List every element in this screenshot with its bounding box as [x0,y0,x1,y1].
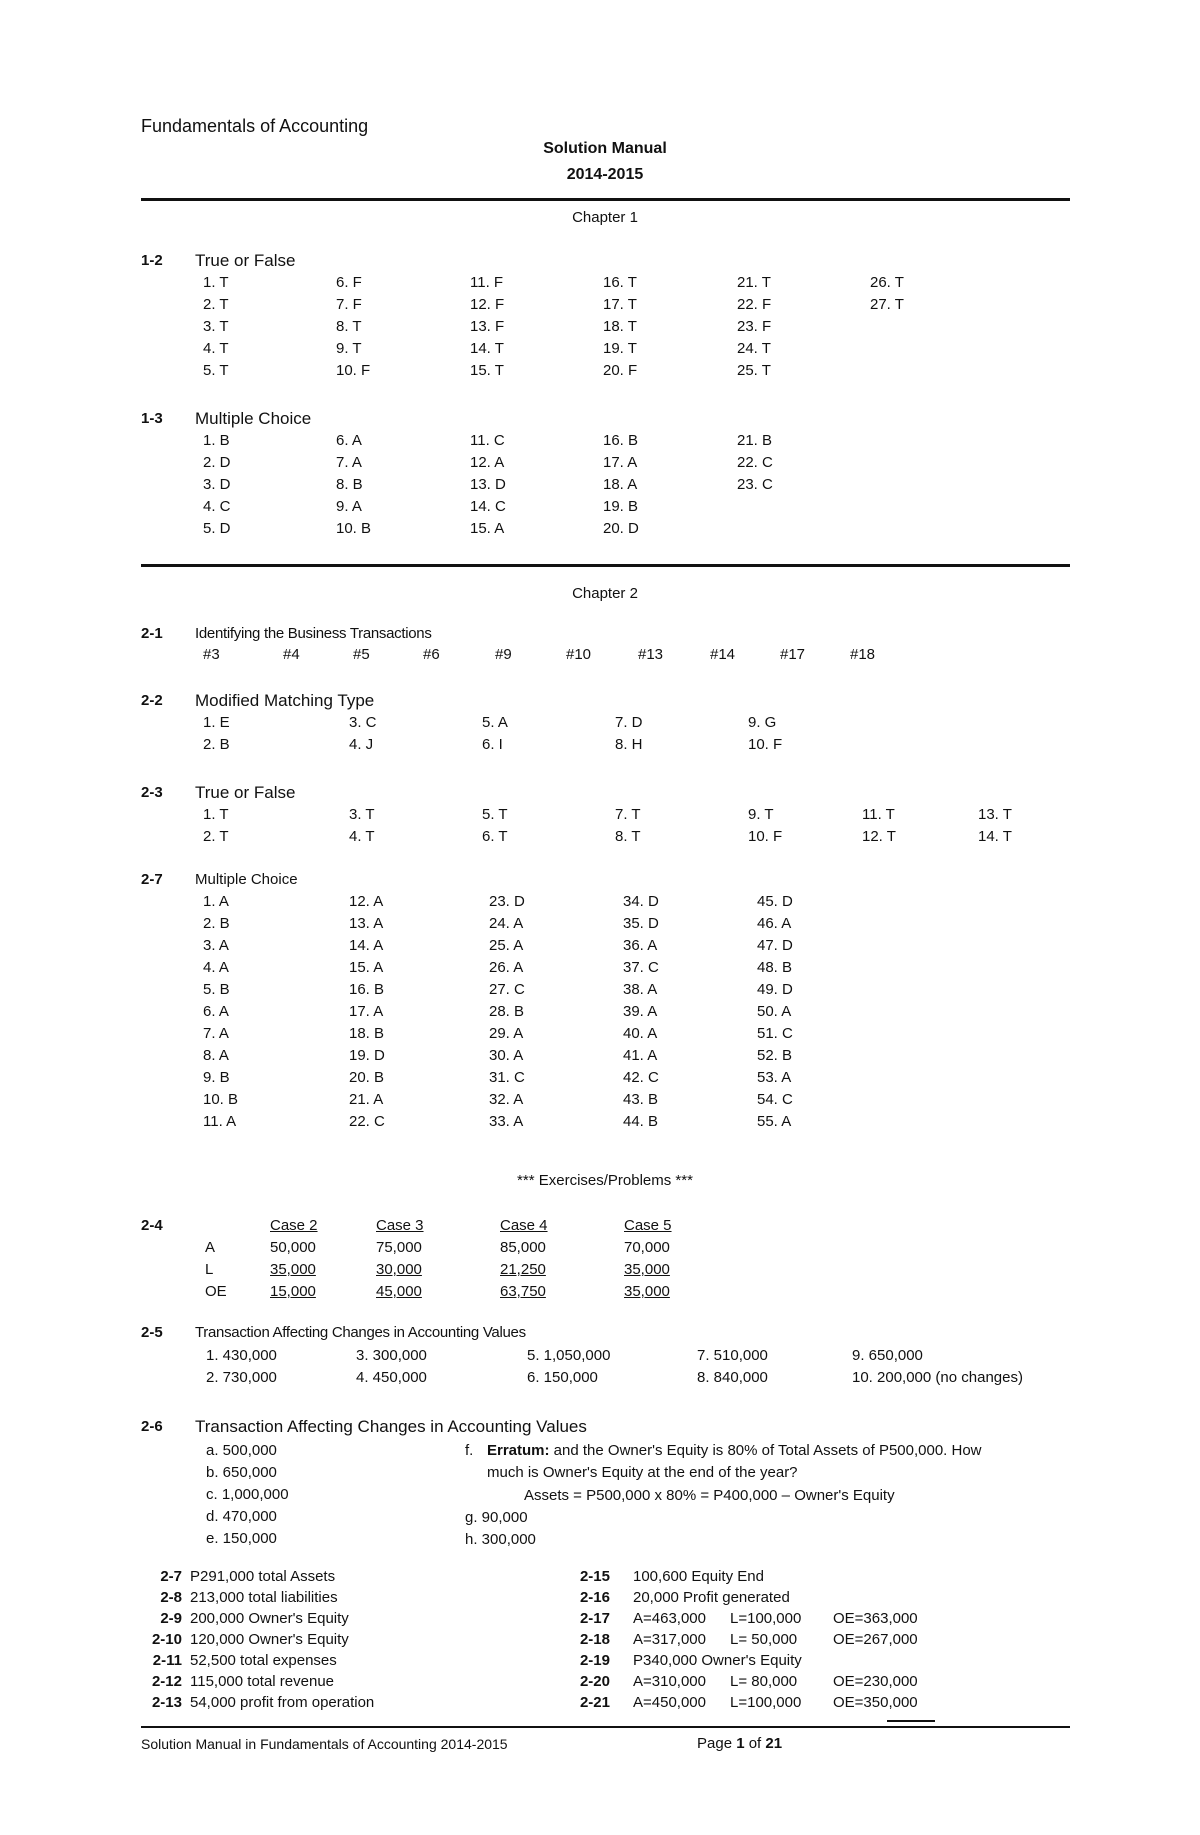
case-value: 75,000 [376,1239,422,1256]
answer-f-letter: f. [465,1442,474,1459]
case-value: 85,000 [500,1239,546,1256]
transaction-item: #14 [710,646,736,663]
answer-item: 9. G [748,714,777,731]
answer-item: 23. D [489,893,525,910]
answer-item: 19. D [349,1047,385,1064]
answer-item: 20. F [603,362,638,379]
case-header: Case 4 [500,1217,548,1234]
section-title: Transaction Affecting Changes in Accounting Values [195,1324,526,1341]
answer-item: 46. A [757,915,792,932]
answer-item: 3. C [349,714,377,731]
answer-item: 18. T [603,318,637,335]
section-title: Multiple Choice [195,409,312,428]
page-total: 21 [765,1735,783,1752]
course-title: Fundamentals of Accounting [141,116,369,136]
answer-item: 25. A [489,937,524,954]
answer-item: 11. C [470,432,505,449]
problem-answer: OE=350,000 [833,1694,918,1711]
answer-item: 6. T [482,828,508,845]
answer-item: 8. H [615,736,643,753]
answer-item: 19. B [603,498,639,515]
transaction-item: #3 [203,646,220,663]
answer-item: 7. A [203,1025,229,1042]
answer-item: 3. D [203,476,231,493]
section-number: 1-2 [141,252,163,269]
answer-item: 32. A [489,1091,524,1108]
page-prefix: Page [697,1735,737,1752]
answer-item: 11. F [470,274,504,291]
answer-item: 39. A [623,1003,658,1020]
section-number: 2-1 [141,625,163,642]
section-number: 2-7 [141,871,163,888]
answer-item: 42. C [623,1069,659,1086]
answer-item: 6. F [336,274,362,291]
transaction-item: #9 [495,646,512,663]
answer-item: 4. T [203,340,229,357]
footer-divider [141,1726,1070,1728]
problem-answer: OE=230,000 [833,1673,918,1690]
problem-number: 2-13 [151,1694,182,1711]
answer-item: 31. C [489,1069,525,1086]
answer-item: 4. T [349,828,375,845]
answer-item: 11. T [862,806,895,823]
answer-item: 7. D [615,714,643,731]
answer-item: 6. I [482,736,503,753]
answer-item: 3. 300,000 [356,1347,427,1364]
problem-answer: 200,000 Owner's Equity [190,1610,349,1627]
case-value: 70,000 [624,1239,670,1256]
section-title: True or False [195,251,296,270]
answer-item: 10. 200,000 (no changes) [852,1369,1023,1386]
answer-item: 1. A [203,893,229,910]
answer-item: 29. A [489,1025,524,1042]
answer-item: 2. T [203,296,229,313]
answer-item: 13. D [470,476,506,493]
answer-item: 18. A [603,476,638,493]
answer-item: 41. A [623,1047,658,1064]
answer-item: 24. T [737,340,771,357]
answer-item: 8. T [336,318,362,335]
answer-item: 15. T [470,362,504,379]
divider [141,564,1070,567]
section-number: 2-3 [141,784,163,801]
transaction-item: #6 [423,646,440,663]
problem-number: 2-21 [579,1694,610,1711]
answer-item: 13. A [349,915,384,932]
answer-item: 22. F [737,296,772,313]
answer-item: 6. A [203,1003,229,1020]
answer-item: 50. A [757,1003,792,1020]
page-of: of [744,1735,766,1752]
case-value: 35,000 [624,1283,670,1300]
answer-item: 6. A [336,432,362,449]
problem-answer: 54,000 profit from operation [190,1694,375,1711]
answer-item: 6. 150,000 [527,1369,598,1386]
problem-answer: 213,000 total liabilities [190,1589,338,1606]
answer-item: 37. C [623,959,659,976]
answer-item: 1. B [203,432,230,449]
problem-number: 2-12 [151,1673,182,1690]
erratum-note [487,1442,982,1459]
answer-item: 3. T [203,318,229,335]
problem-answer: A=310,000 [633,1673,706,1690]
answer-item: 5. T [203,362,229,379]
answer-item: 10. B [203,1091,239,1108]
answer-item: 43. B [623,1091,659,1108]
problem-number: 2-7 [160,1568,182,1585]
problem-answer: A=463,000 [633,1610,706,1627]
problem-answer: 120,000 Owner's Equity [190,1631,349,1648]
problem-number: 2-8 [160,1589,182,1606]
case-value: 50,000 [270,1239,316,1256]
transaction-item: #4 [283,646,300,663]
answer-item: 4. J [349,736,374,753]
answer-item: 5. A [482,714,508,731]
answer-item: 5. 1,050,000 [527,1347,611,1364]
answer-item: 14. A [349,937,384,954]
transaction-item: #13 [638,646,664,663]
section-number: 2-5 [141,1324,163,1341]
answer-item: b. 650,000 [206,1464,277,1481]
case-value: 15,000 [270,1283,316,1300]
case-header: Case 2 [270,1217,318,1234]
erratum-label: Erratum: [487,1442,550,1459]
row-label: A [205,1239,216,1256]
answer-h: h. 300,000 [465,1531,536,1548]
answer-item: 9. 650,000 [852,1347,923,1364]
answer-item: 21. T [737,274,771,291]
answer-item: 5. B [203,981,230,998]
answer-item: c. 1,000,000 [206,1486,289,1503]
answer-item: 26. T [870,274,904,291]
answer-item: 2. B [203,915,230,932]
answer-item: 7. T [615,806,641,823]
answer-item: a. 500,000 [206,1442,277,1459]
page-current: 1 [736,1735,745,1752]
answer-item: 26. A [489,959,524,976]
answer-item: 1. 430,000 [206,1347,277,1364]
answer-item: 13. F [470,318,505,335]
answer-item: 53. A [757,1069,792,1086]
exercises-heading: *** Exercises/Problems *** [517,1172,693,1189]
case-header: Case 3 [376,1217,424,1234]
answer-item: 9. A [336,498,362,515]
answer-item: 7. A [336,454,362,471]
transaction-item: #18 [850,646,876,663]
answer-item: 13. T [978,806,1012,823]
section-number: 2-2 [141,692,163,709]
answer-item: 20. D [603,520,639,537]
section-title: True or False [195,783,296,802]
answer-item: 19. T [603,340,637,357]
answer-item: 14. T [978,828,1012,845]
answer-item: 47. D [757,937,793,954]
problem-answer: L=100,000 [730,1694,802,1711]
section-number: 2-4 [141,1217,163,1234]
answer-item: 2. B [203,736,230,753]
section-title: Transaction Affecting Changes in Accounting Values [195,1417,587,1436]
answer-item: 4. 450,000 [356,1369,427,1386]
problem-answer: L= 80,000 [730,1673,798,1690]
case-value: 45,000 [376,1283,422,1300]
answer-item: 11. A [203,1113,237,1130]
problem-answer: 100,600 Equity End [633,1568,764,1585]
answer-item: 34. D [623,893,659,910]
answer-item: 40. A [623,1025,658,1042]
answer-item: 24. A [489,915,524,932]
answer-item: 8. B [336,476,363,493]
section-number: 1-3 [141,410,163,427]
transaction-item: #5 [353,646,370,663]
answer-item: 2. D [203,454,231,471]
answer-item: 12. F [470,296,505,313]
problem-answer: A=450,000 [633,1694,706,1711]
answer-item: 8. 840,000 [697,1369,768,1386]
answer-item: 38. A [623,981,658,998]
answer-item: 3. T [349,806,375,823]
answer-item: 33. A [489,1113,524,1130]
chapter-1-heading: Chapter 1 [572,209,638,226]
problem-number: 2-11 [152,1652,182,1669]
answer-item: 44. B [623,1113,659,1130]
answer-item: 51. C [757,1025,793,1042]
footer-mark [887,1720,935,1722]
answer-item: 2. T [203,828,229,845]
problem-answer: P291,000 total Assets [190,1568,336,1585]
answer-item: 55. A [757,1113,792,1130]
case-value: 35,000 [624,1261,670,1278]
answer-item: 12. A [470,454,505,471]
answer-item: 1. T [203,274,229,291]
transaction-item: #10 [566,646,592,663]
case-value: 63,750 [500,1283,546,1300]
section-number: 2-6 [141,1418,163,1435]
chapter-2-heading: Chapter 2 [572,585,638,602]
problem-number: 2-9 [160,1610,182,1627]
answer-item: 52. B [757,1047,793,1064]
case-header: Case 5 [624,1217,672,1234]
answer-item: 9. T [336,340,362,357]
answer-item: 45. D [757,893,793,910]
answer-item: 17. A [603,454,638,471]
problem-answer: 52,500 total expenses [190,1652,337,1669]
case-value: 35,000 [270,1261,316,1278]
answer-g: g. 90,000 [465,1509,528,1526]
answer-item: 16. T [603,274,637,291]
problem-answer: OE=363,000 [833,1610,918,1627]
answer-item: 30. A [489,1047,524,1064]
answer-item: 10. B [336,520,372,537]
answer-item: 21. A [349,1091,384,1108]
answer-item: 27. T [870,296,904,313]
answer-item: 12. T [862,828,896,845]
row-label: OE [205,1283,227,1300]
answer-item: 48. B [757,959,793,976]
problem-number: 2-18 [579,1631,610,1648]
answer-item: 10. F [748,736,783,753]
answer-item: 17. T [603,296,637,313]
answer-item: 15. A [470,520,505,537]
answer-item: 5. T [482,806,508,823]
answer-item: 3. A [203,937,229,954]
document-year: 2014-2015 [566,166,644,183]
answer-item: 14. T [470,340,504,357]
answer-item: 28. B [489,1003,525,1020]
answer-item: 4. C [203,498,231,515]
problem-answer: 115,000 total revenue [190,1673,335,1690]
answer-item: 14. C [470,498,506,515]
answer-item: 21. B [737,432,773,449]
answer-item: 16. B [603,432,639,449]
answer-item: 20. B [349,1069,385,1086]
answer-item: 49. D [757,981,793,998]
row-label: L [205,1261,214,1278]
erratum-formula: Assets = P500,000 x 80% = P400,000 – Owner's Equity [524,1487,895,1504]
answer-item: 4. A [203,959,229,976]
problem-answer: P340,000 Owner's Equity [633,1652,802,1669]
answer-item: 18. B [349,1025,385,1042]
answer-item: 35. D [623,915,659,932]
problem-number: 2-10 [151,1631,182,1648]
answer-item: 12. A [349,893,384,910]
answer-item: 10. F [748,828,783,845]
case-value: 30,000 [376,1261,422,1278]
problem-answer: 20,000 Profit generated [633,1589,790,1606]
problem-number: 2-20 [579,1673,610,1690]
transaction-item: #17 [780,646,806,663]
section-title: Multiple Choice [195,871,298,888]
problem-number: 2-16 [579,1589,610,1606]
answer-item: 23. F [737,318,772,335]
problem-number: 2-15 [579,1568,610,1585]
answer-item: 25. T [737,362,771,379]
answer-item: 5. D [203,520,231,537]
erratum-text-line2: much is Owner's Equity at the end of the year? [487,1464,798,1481]
problem-answer: OE=267,000 [833,1631,918,1648]
problem-answer: L= 50,000 [730,1631,798,1648]
erratum-text: and the Owner's Equity is 80% of Total Assets of P500,000. How [549,1442,982,1459]
problem-answer: L=100,000 [730,1610,802,1627]
page-number [697,1735,782,1752]
section-title: Modified Matching Type [195,691,375,710]
answer-item: 8. A [203,1047,229,1064]
answer-item: 1. E [203,714,230,731]
answer-item: 10. F [336,362,371,379]
answer-item: 27. C [489,981,525,998]
problem-number: 2-17 [579,1610,610,1627]
case-value: 21,250 [500,1261,546,1278]
answer-item: 1. T [203,806,229,823]
answer-item: 16. B [349,981,385,998]
document-title: Solution Manual [543,140,667,157]
answer-item: 15. A [349,959,384,976]
answer-item: 2. 730,000 [206,1369,277,1386]
answer-item: 22. C [737,454,773,471]
answer-item: d. 470,000 [206,1508,277,1525]
answer-item: 9. B [203,1069,230,1086]
answer-item: 36. A [623,937,658,954]
answer-item: 22. C [349,1113,385,1130]
answer-item: 8. T [615,828,641,845]
answer-item: 7. F [336,296,362,313]
section-title: Identifying the Business Transactions [195,625,432,642]
answer-item: 17. A [349,1003,384,1020]
answer-item: e. 150,000 [206,1530,277,1547]
answer-item: 54. C [757,1091,793,1108]
footer-text: Solution Manual in Fundamentals of Accounting 2014-2015 [141,1736,508,1752]
divider [141,198,1070,201]
problem-answer: A=317,000 [633,1631,706,1648]
answer-item: 9. T [748,806,774,823]
answer-item: 23. C [737,476,773,493]
problem-number: 2-19 [579,1652,610,1669]
answer-item: 7. 510,000 [697,1347,768,1364]
